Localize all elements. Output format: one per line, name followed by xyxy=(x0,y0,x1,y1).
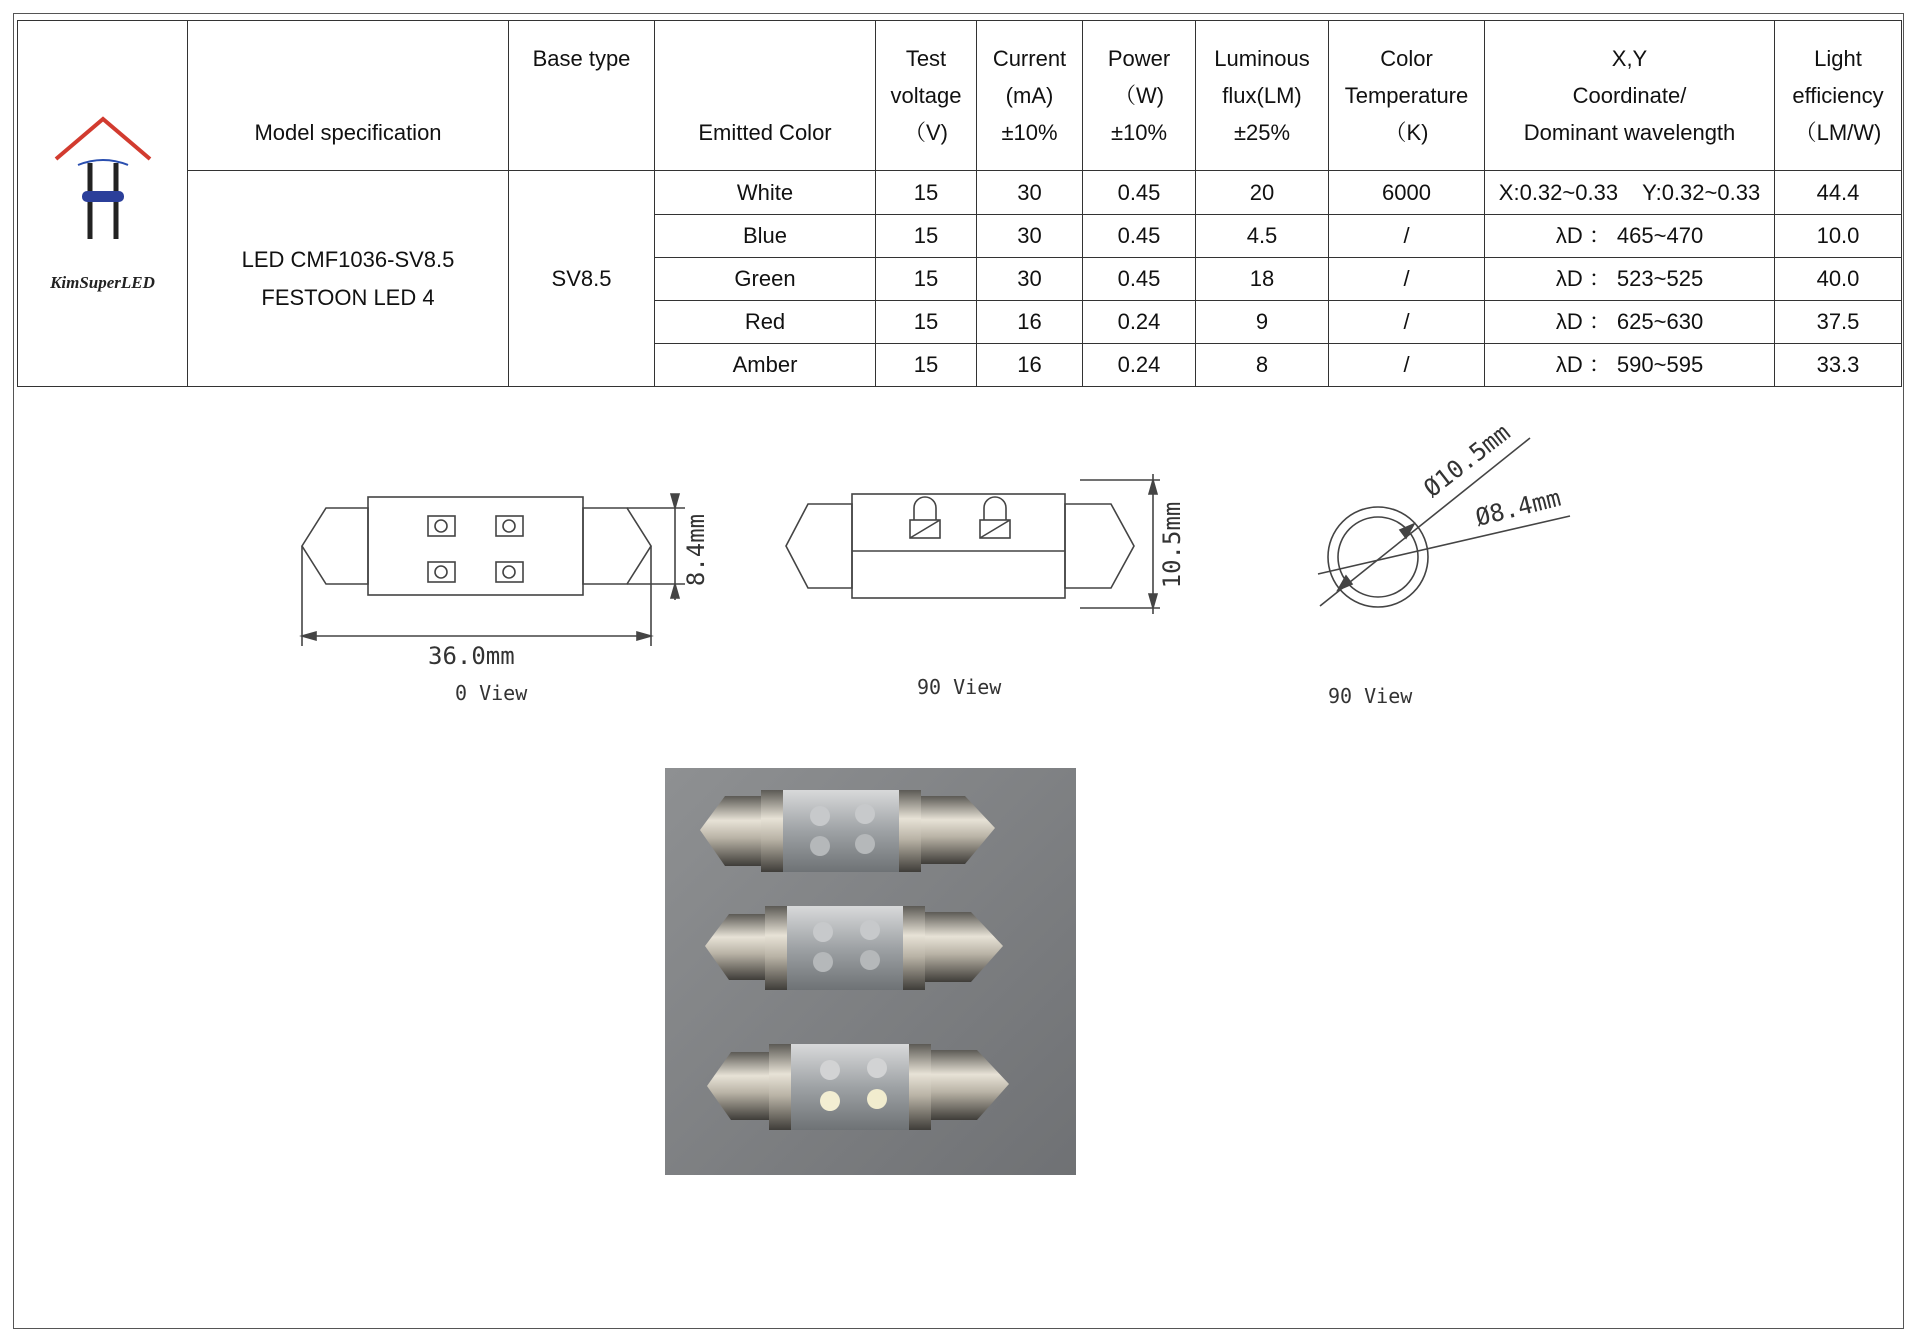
header-emitted: Emitted Color xyxy=(655,21,876,171)
cell-eff: 33.3 xyxy=(1775,343,1902,386)
cell-color: White xyxy=(655,171,876,214)
cell-temp: / xyxy=(1329,300,1485,343)
cell-xy: λD ： 523~525 xyxy=(1485,257,1775,300)
cell-power: 0.24 xyxy=(1083,343,1196,386)
bulb-2 xyxy=(705,906,1003,990)
cell-power: 0.24 xyxy=(1083,300,1196,343)
cell-color: Green xyxy=(655,257,876,300)
header-voltage: Test voltage （V) xyxy=(876,21,977,171)
front-view-drawing xyxy=(302,494,685,646)
cell-current: 30 xyxy=(977,214,1083,257)
side-view-drawing xyxy=(786,474,1160,614)
cell-color: Amber xyxy=(655,343,876,386)
cell-power: 0.45 xyxy=(1083,214,1196,257)
length-dimension-label: 36.0mm xyxy=(428,642,515,670)
cell-voltage: 15 xyxy=(876,343,977,386)
cell-current: 16 xyxy=(977,343,1083,386)
outer-diameter-label: Ø10.5mm xyxy=(1418,418,1516,503)
bulb-3 xyxy=(707,1044,1009,1130)
header-colortemp: Color Temperature （K) xyxy=(1329,21,1485,171)
cell-power: 0.45 xyxy=(1083,171,1196,214)
cell-temp: / xyxy=(1329,343,1485,386)
cell-temp: / xyxy=(1329,214,1485,257)
product-photo xyxy=(665,768,1076,1175)
led-chip-icon xyxy=(428,516,523,582)
cell-current: 30 xyxy=(977,171,1083,214)
cell-xy: λD ： 625~630 xyxy=(1485,300,1775,343)
cell-temp: / xyxy=(1329,257,1485,300)
cell-power: 0.45 xyxy=(1083,257,1196,300)
cell-xy: λD ： 590~595 xyxy=(1485,343,1775,386)
header-current: Current (mA) ±10% xyxy=(977,21,1083,171)
cell-eff: 10.0 xyxy=(1775,214,1902,257)
cell-current: 30 xyxy=(977,257,1083,300)
header-model: Model specification xyxy=(188,21,509,171)
front-view-caption: 0 View xyxy=(455,681,528,705)
height-dimension-label: 8.4mm xyxy=(682,513,710,587)
cell-flux: 9 xyxy=(1196,300,1329,343)
model-cell: LED CMF1036-SV8.5 FESTOON LED 4 xyxy=(188,171,509,387)
end-view-caption: 90 View xyxy=(1328,684,1413,708)
cell-voltage: 15 xyxy=(876,171,977,214)
header-efficiency: Light efficiency （LM/W) xyxy=(1775,21,1902,171)
cell-voltage: 15 xyxy=(876,214,977,257)
cell-eff: 44.4 xyxy=(1775,171,1902,214)
diameter-dimension-label: 10.5mm xyxy=(1158,501,1186,589)
cell-temp: 6000 xyxy=(1329,171,1485,214)
base-type-cell: SV8.5 xyxy=(509,171,655,387)
side-view-caption: 90 View xyxy=(917,675,1002,699)
cell-current: 16 xyxy=(977,300,1083,343)
cell-flux: 8 xyxy=(1196,343,1329,386)
logo-text: KimSuperLED xyxy=(50,272,155,292)
header-base: Base type xyxy=(509,21,655,171)
cell-eff: 37.5 xyxy=(1775,300,1902,343)
led-chip-icon xyxy=(910,497,1010,538)
cell-color: Blue xyxy=(655,214,876,257)
cell-xy: X:0.32~0.33 Y:0.32~0.33 xyxy=(1485,171,1775,214)
cell-voltage: 15 xyxy=(876,300,977,343)
cell-color: Red xyxy=(655,300,876,343)
cell-flux: 18 xyxy=(1196,257,1329,300)
cell-xy: λD ： 465~470 xyxy=(1485,214,1775,257)
cell-eff: 40.0 xyxy=(1775,257,1902,300)
header-flux: Luminous flux(LM) ±25% xyxy=(1196,21,1329,171)
header-power: Power （W) ±10% xyxy=(1083,21,1196,171)
header-xy: X,Y Coordinate/ Dominant wavelength xyxy=(1485,21,1775,171)
cell-flux: 4.5 xyxy=(1196,214,1329,257)
cell-flux: 20 xyxy=(1196,171,1329,214)
bulb-1 xyxy=(700,790,995,872)
inner-diameter-label: Ø8.4mm xyxy=(1472,483,1564,532)
cell-voltage: 15 xyxy=(876,257,977,300)
